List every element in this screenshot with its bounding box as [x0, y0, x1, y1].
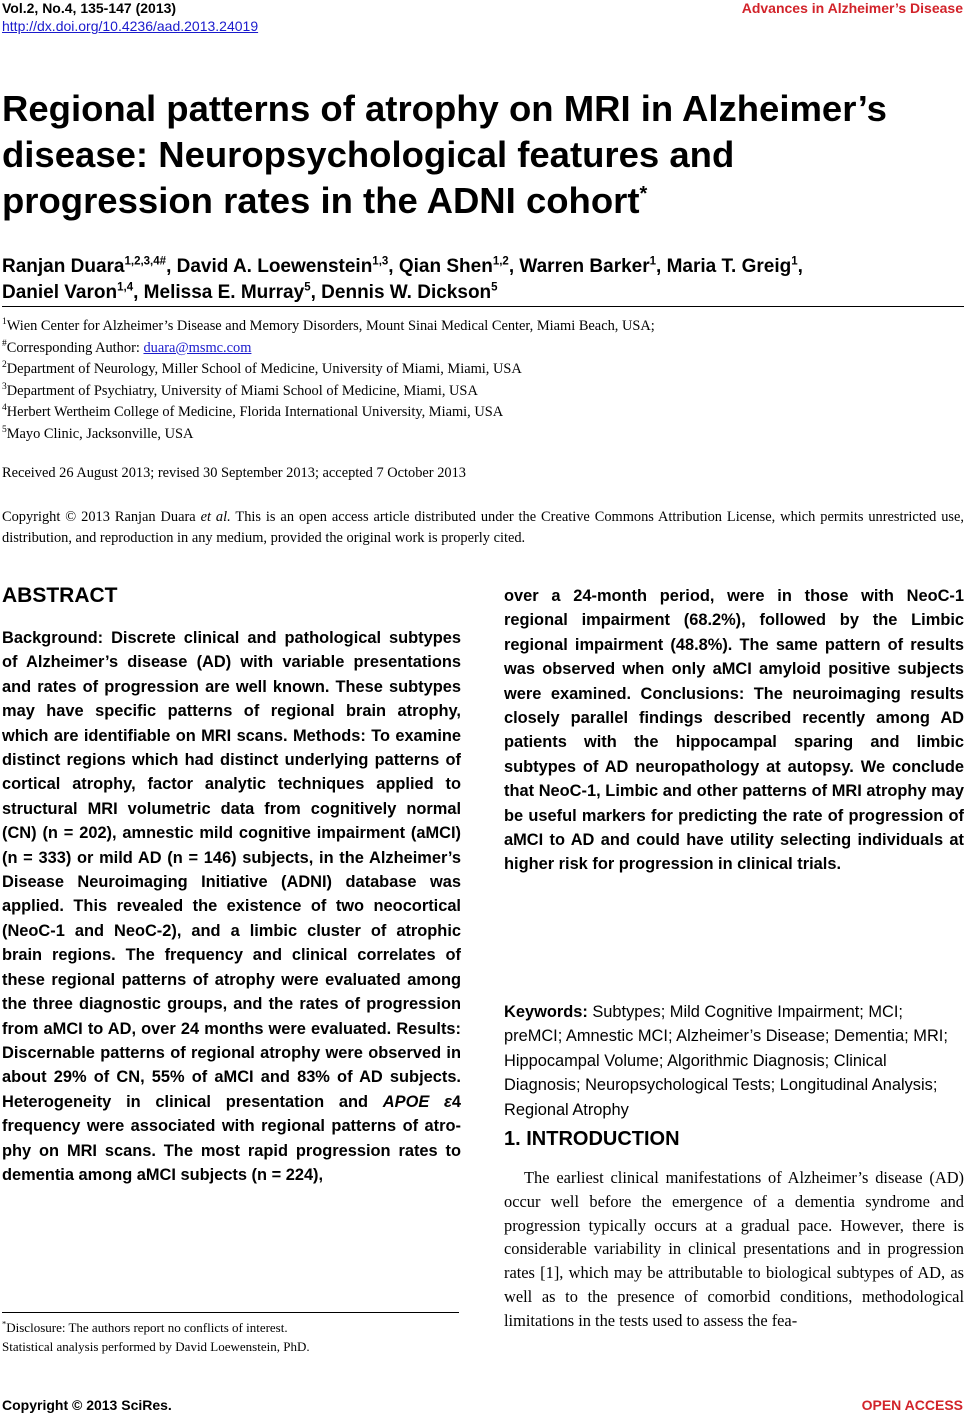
apoe-gene: APOE ε: [382, 1092, 452, 1111]
title-line-1: Regional patterns of atrophy on MRI in Alzheimer’s: [2, 88, 887, 129]
author: Daniel Varon$^{1,4}$,: [2, 281, 144, 303]
author: Qian Shen$^{1,2}$,: [398, 255, 520, 277]
author-list: [2, 254, 962, 306]
keywords: [504, 1000, 964, 1122]
affiliation-5: $^5$Mayo Clinic, Jacksonville, USA: [2, 424, 194, 442]
received-dates: Received 26 August 2013; revised 30 September 2013; accepted 7 October 2013: [2, 465, 466, 481]
affiliation-1: $^1$Wien Center for Alzheimer’s Disease and Memory Disorders, Mount Sinai Medical Center, Miami Beach, USA;: [2, 317, 655, 334]
doi-link[interactable]: http://dx.doi.org/10.4236/aad.2013.24019: [2, 18, 259, 34]
journal-name: Advances in Alzheimer’s Disease: [741, 0, 963, 16]
author: Warren Barker$^1$,: [519, 255, 667, 277]
author: Maria T. Greig$^1$,: [666, 255, 803, 277]
title-footnote-mark: *: [639, 182, 648, 205]
corresponding-author: #Corresponding Author: duara@msmc.com: [2, 338, 252, 356]
abstract-text-left: Background: Discrete clinical and pathological subtypes of Alzheimer’s disease (AD) with variable presentations and rates of progression are well known. These subtypes may have specific patterns of regional brain atrophy, which are identifiable on MRI scans. Methods: To examine distinct regions which had distinct underlying patterns of cortical atrophy, factor analytic techniques applied to structural MRI volumetric data from cognitively normal (CN) (n = 202), amnestic mild cognitive impairment (aMCI) (n = 333) or mild AD (n = 146) subjects, in the Alzheimer’s Disease Neuroimaging Initiative (ADNI) database was applied. This revealed the existence of two neocortical (NeoC-1 and NeoC-2), and a limbic cluster of atrophic brain regions. The frequency and clinical correlates of these regional patterns of atrophy were evaluated among the three diagnostic groups, and the rates of progression from aMCI to AD, over 24 months were evaluated. Results: Discernable patterns of regional atrophy were observed in about 29% of CN, 55% of aMCI and 83% of AD subjects. Heterogeneity in clinical presentation and APOE ε4 frequency were associated with regional patterns of atrophy on MRI scans. The most rapid progression rates to dementia among aMCI subjects (n = 224),: [2, 629, 461, 1184]
abstract-heading: ABSTRACT: [2, 584, 118, 607]
keywords-label: Keywords:: [504, 1003, 588, 1021]
author: Dennis W. Dickson$^5$: [321, 281, 498, 303]
article-title: [2, 86, 952, 224]
author: Melissa E. Murray$^5$,: [143, 281, 322, 303]
introduction-heading: 1. INTRODUCTION: [504, 1128, 680, 1150]
copyright-notice: Copyright © 2013 Ranjan Duara et al. This is an open access article distributed under the Creative Commons Attribution License, which permits unrestricted use, distribution, and reproduction in any medium, provided the original work is properly cited.: [2, 509, 964, 546]
statistics-footnote: Statistical analysis performed by David Loewenstein, PhD.: [2, 1339, 310, 1354]
author: David A. Loewenstein$^{1,3}$,: [176, 255, 399, 277]
keywords-list: Subtypes; Mild Cognitive Impairment; MCI; preMCI; Amnestic MCI; Alzheimer’s Disease; Dementia; MRI; Hippocampal Volume; Algorithmic Diagnosis; Clinical Diagnosis; Neuropsychological Tests; Longitudinal Analysis; Regional Atrophy: [504, 1003, 948, 1119]
abstract-text-right: over a 24-month period, were in those with NeoC-1 regional impairment (68.2%), followed by the Limbic regional impairment (48.8%). The same pattern of results was observed when only aMCI amyloid positive subjects were examined. Conclusions: The neuroimaging results closely parallel findings described recently among AD patients with the hippocampal sparing and limbic subtypes of AD neuropathology at autopsy. We conclude that NeoC-1, Limbic and other patterns of MRI atrophy may be useful markers for predicting the rate of progression of aMCI to AD and could have utility selecting individuals at higher risk for progression in clinical trials.: [504, 587, 964, 874]
header-divider: [2, 306, 964, 307]
footnote-divider: [2, 1312, 459, 1313]
affiliation-3: $^3$Department of Psychiatry, University of Miami School of Medicine, Miami, USA: [2, 381, 478, 399]
affiliations: [2, 316, 964, 445]
open-access-label: OPEN ACCESS: [861, 1397, 963, 1413]
introduction-text: The earliest clinical manifestations of Alzheimer’s disease (AD) occur well before the emergence of a dementia syndrome and progression typically occurs at a gradual pace. However, there is considerable variability in clinical presentations and in progression rates [1], which may be attributable to biological subtypes of AD, as well as to the presence of comorbid conditions, methodological limitations in the tests used to assess the fea-: [504, 1168, 964, 1330]
disclosure-footnote: *Disclosure: The authors report no conflicts of interest.: [2, 1318, 288, 1335]
title-line-3: progression rates in the ADNI cohort: [2, 180, 640, 221]
author-email-link[interactable]: duara@msmc.com: [143, 339, 252, 356]
title-line-2: disease: Neuropsychological features and: [2, 134, 735, 175]
footer-copyright: Copyright © 2013 SciRes.: [2, 1397, 172, 1413]
footnotes: [2, 1318, 462, 1356]
author: Ranjan Duara$^{1,2,3,4\#}$,: [2, 255, 177, 277]
affiliation-4: $^4$Herbert Wertheim College of Medicine, Florida International University, Miami, USA: [2, 403, 504, 420]
et-al: et al.: [200, 509, 231, 525]
affiliation-2: $^2$Department of Neurology, Miller School of Medicine, University of Miami, Miami, USA: [2, 360, 522, 377]
volume-info: Vol.2, No.4, 135-147 (2013): [2, 0, 177, 16]
